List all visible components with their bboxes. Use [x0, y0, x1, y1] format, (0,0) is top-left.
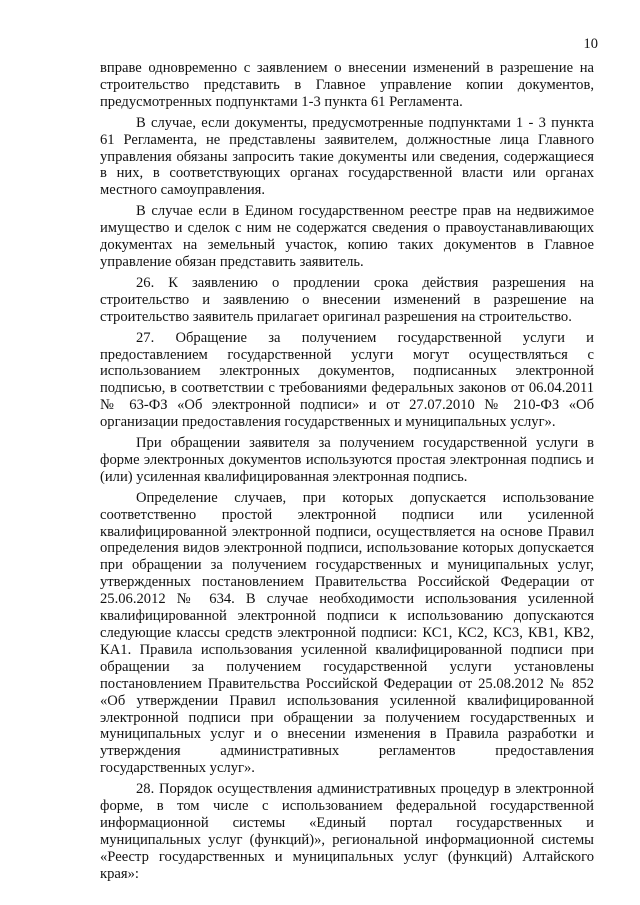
- paragraph-continuation: вправе одновременно с заявлением о внесении изменений в разрешение на строительство представить в Главное управление копии документов, предусмотренных подпунктами 1-3 пункта 61 Регламента.: [100, 60, 594, 110]
- paragraph-item-27: 27. Обращение за получением государственной услуги и предоставлением государственной услуги могут осуществляться с использованием электронных документов, подписанных электронной подписью, в соответствии с требованиями федеральных законов от 06.04.2011 № 63-ФЗ «Об электронной подписи» и от 27.07.2010 № 210-ФЗ «Об организации предоставления государственных и муниципальных услуг».: [100, 329, 594, 431]
- paragraph-item-26: 26. К заявлению о продлении срока действия разрешения на строительство и заявлению о внесении изменений в разрешение на строительство заявитель прилагает оригинал разрешения на строительство.: [100, 274, 594, 325]
- paragraph-case-not-submitted: В случае, если документы, предусмотренные подпунктами 1 - 3 пункта 61 Регламента, не представлены заявителем, должностные лица Главного управления обязаны запросить такие документы или сведения, содержащиеся в них, в соответствующих органах государственной власти или органах местного самоуправления.: [100, 114, 594, 199]
- paragraph-electronic-form: При обращении заявителя за получением государственной услуги в форме электронных документов используются простая электронная подпись и (или) усиленная квалифицированная электронная подпись.: [100, 435, 594, 485]
- page-number: 10: [583, 36, 598, 52]
- paragraph-signature-rules: Определение случаев, при которых допускается использование соответственно простой электронной подписи или усиленной квалифицированной электронной подписи, осуществляется на основе Правил определения видов электронной подписи, использование которых допускается при обращении за получением государственных и муниципальных услуг, утвержденных постановлением Правительства Российской Федерации от 25.06.2012 № 634. В случае необходимости использования усиленной квалифицированной электронной подписи к использованию допускаются следующие классы средств электронной подписи: КС1, КС2, КС3, КВ1, КВ2, КА1. Правила использования усиленной квалифицированной подписи при обращении за получением государственной услуги установлены постановлением Правительства Российской Федерации от 25.08.2012 № 852 «Об утверждении Правил использования усиленной квалифицированной электронной подписи при обращении за получением государственных и муниципальных услуг и о внесении изменения в Правила разработки и утверждения административных регламентов предоставления государственных услуг».: [100, 489, 594, 777]
- paragraph-case-registry: В случае если в Едином государственном реестре прав на недвижимое имущество и сделок с ним не содержатся сведения о правоустанавливающих документах на земельный участок, копию таких документов в Главное управление обязан представить заявитель.: [100, 203, 594, 270]
- paragraph-item-28: 28. Порядок осуществления административных процедур в электронной форме, в том числе с использованием федеральной государственной информационной системы «Единый портал государственных и муниципальных услуг (функций)», региональной информационной системы «Реестр государственных и муниципальных услуг (функций) Алтайского края»:: [100, 781, 594, 882]
- document-body: [100, 60, 594, 883]
